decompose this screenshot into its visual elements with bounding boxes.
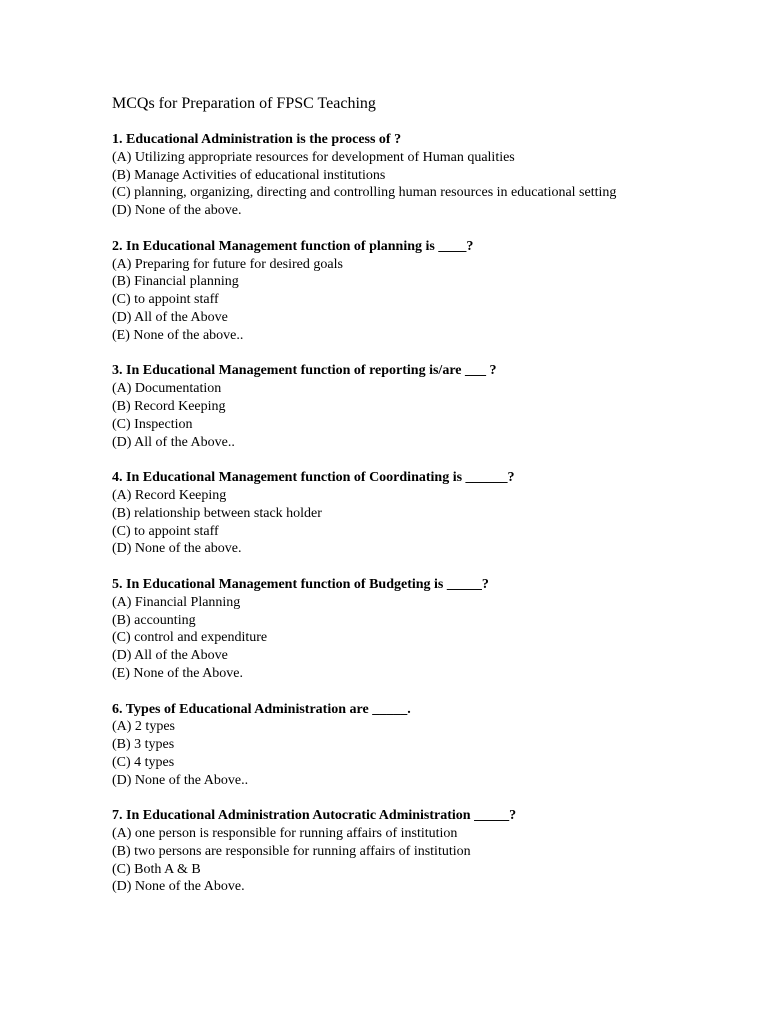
option-d: (D) None of the above. — [112, 541, 242, 557]
option-b: (B) Financial planning — [112, 274, 239, 290]
question-text: 6. Types of Educational Administration are _____. — [112, 701, 411, 717]
option-e: (E) None of the Above. — [112, 665, 244, 681]
question-3 — [112, 362, 672, 451]
option-d: (D) All of the Above.. — [112, 434, 235, 450]
option-a: (A) Utilizing appropriate resources for development of Human qualities — [112, 149, 515, 165]
document-title: MCQs for Preparation of FPSC Teaching — [112, 95, 376, 112]
option-a: (A) one person is responsible for running affairs of institution — [112, 826, 458, 842]
document-content — [112, 94, 672, 914]
question-7 — [112, 807, 672, 896]
option-c: (C) to appoint staff — [112, 523, 219, 539]
question-text: 2. In Educational Management function of planning is ____? — [112, 238, 474, 254]
option-d: (D) All of the Above — [112, 309, 228, 325]
question-6 — [112, 701, 672, 790]
question-text: 7. In Educational Administration Autocratic Administration _____? — [112, 808, 517, 824]
question-text: 1. Educational Administration is the process of ? — [112, 132, 402, 147]
option-b: (B) relationship between stack holder — [112, 505, 322, 521]
question-1 — [112, 131, 672, 220]
question-5 — [112, 576, 672, 683]
option-b: (B) Record Keeping — [112, 398, 226, 414]
option-b: (B) two persons are responsible for running affairs of institution — [112, 843, 471, 859]
option-d: (D) All of the Above — [112, 648, 228, 664]
option-e: (E) None of the above.. — [112, 327, 244, 343]
option-c: (C) planning, organizing, directing and controlling human resources in educational setting — [112, 185, 617, 201]
option-b: (B) Manage Activities of educational institutions — [112, 167, 386, 183]
option-a: (A) Financial Planning — [112, 594, 241, 610]
option-a: (A) Preparing for future for desired goals — [112, 256, 343, 272]
question-text: 4. In Educational Management function of Coordinating is ______? — [112, 470, 515, 486]
option-c: (C) Inspection — [112, 416, 193, 432]
option-d: (D) None of the Above. — [112, 879, 245, 895]
option-c: (C) control and expenditure — [112, 630, 268, 646]
option-a: (A) Record Keeping — [112, 487, 227, 503]
question-text: 3. In Educational Management function of reporting is/are ___ ? — [112, 363, 497, 379]
question-text: 5. In Educational Management function of Budgeting is _____? — [112, 576, 489, 592]
question-2 — [112, 238, 672, 345]
option-b: (B) 3 types — [112, 737, 175, 753]
option-a: (A) Documentation — [112, 381, 222, 397]
option-c: (C) to appoint staff — [112, 292, 219, 308]
question-4 — [112, 469, 672, 558]
option-a: (A) 2 types — [112, 719, 175, 735]
option-b: (B) accounting — [112, 612, 196, 628]
option-c: (C) 4 types — [112, 754, 175, 770]
option-d: (D) None of the above. — [112, 203, 242, 219]
option-d: (D) None of the Above.. — [112, 772, 249, 788]
option-c: (C) Both A & B — [112, 861, 201, 877]
